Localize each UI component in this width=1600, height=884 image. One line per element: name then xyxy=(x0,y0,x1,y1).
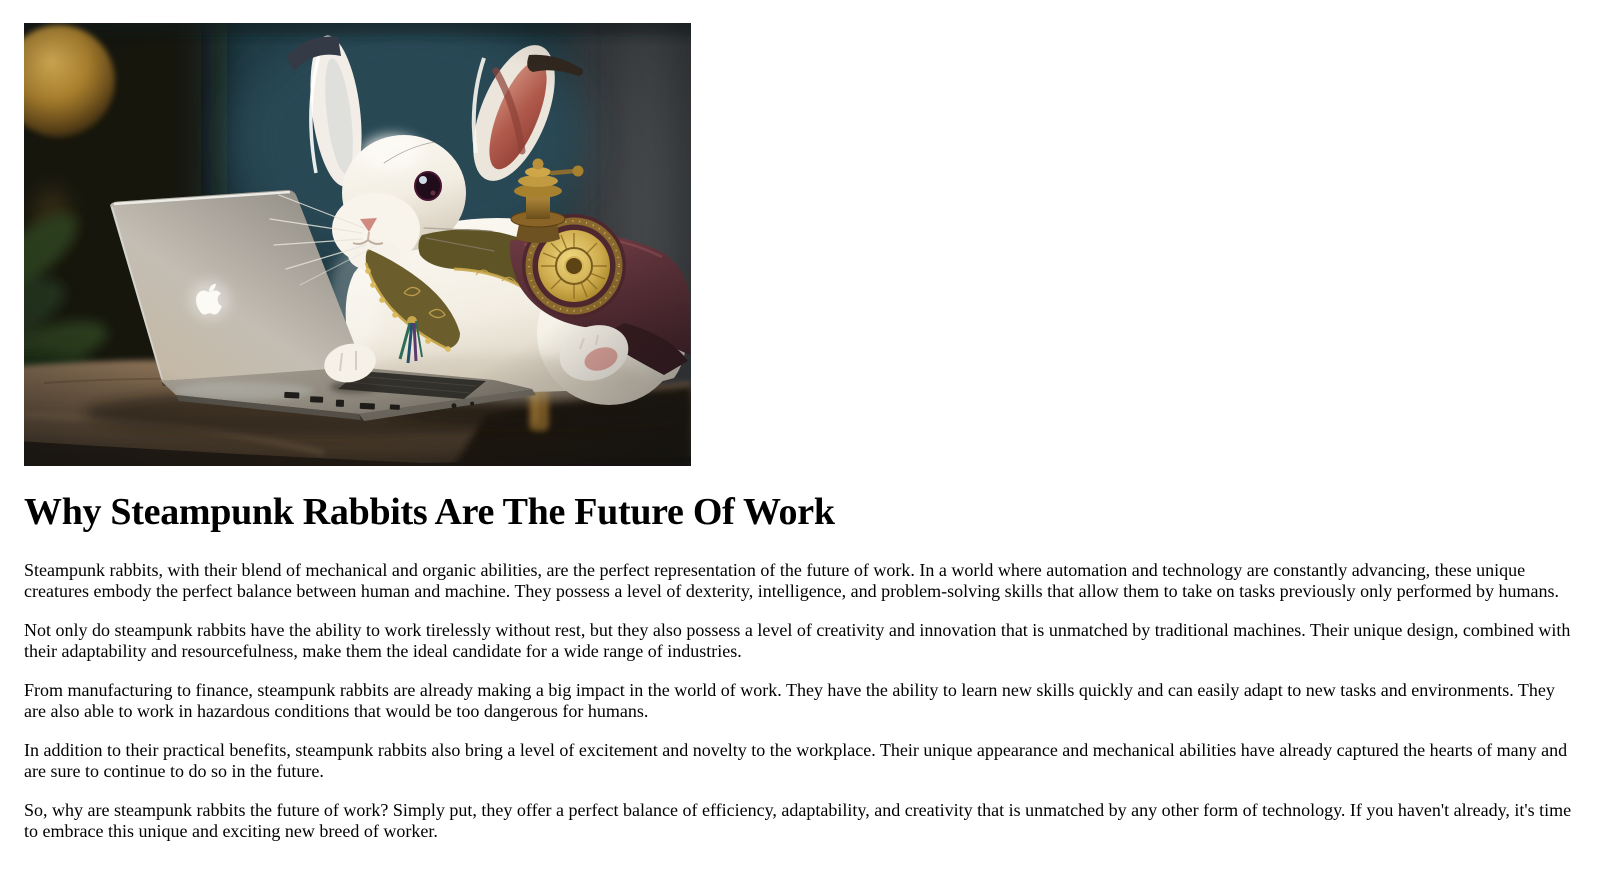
hero-figure xyxy=(24,23,1576,466)
paragraph-5: So, why are steampunk rabbits the future of work? Simply put, they offer a perfect balance of efficiency, adaptability, and creativity that is unmatched by any other form of technology. If you haven't already, it's time to embrace this unique and exciting new breed of worker. xyxy=(24,799,1572,841)
paragraph-2: Not only do steampunk rabbits have the ability to work tirelessly without rest, but they also possess a level of creativity and innovation that is unmatched by traditional machines. Their unique design, combined with their adaptability and resourcefulness, make them the ideal candidate for a wide range of industries. xyxy=(24,619,1571,661)
vignette xyxy=(24,23,691,466)
paragraph-3: From manufacturing to finance, steampunk rabbits are already making a big impact in the world of work. They have the ability to learn new skills quickly and can easily adapt to new tasks and environments. They are also able to work in hazardous conditions that would be too dangerous for humans. xyxy=(24,679,1555,721)
paragraph-4: In addition to their practical benefits, steampunk rabbits also bring a level of excitement and novelty to the workplace. Their unique appearance and mechanical abilities have already captured the hearts of many and are sure to continue to do so in the future. xyxy=(24,739,1568,781)
steampunk-rabbit-image xyxy=(24,23,691,466)
paragraph-1: Steampunk rabbits, with their blend of mechanical and organic abilities, are the perfect representation of the future of work. In a world where automation and technology are constantly advancing, these unique creatures embody the perfect balance between human and machine. They possess a level of dexterity, intelligence, and problem-solving skills that allow them to take on tasks previously only performed by humans. xyxy=(24,559,1560,601)
page-title: Why Steampunk Rabbits Are The Future Of Work xyxy=(24,491,835,533)
